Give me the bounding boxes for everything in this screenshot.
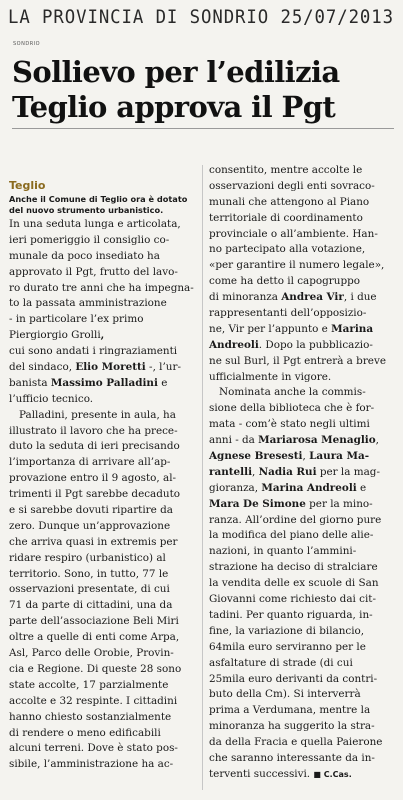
- text-run: cui sono andati i ringraziamenti: [9, 345, 178, 358]
- text-run: approvato il Pgt, frutto del lavo-: [9, 265, 178, 278]
- text-line: [209, 735, 393, 751]
- text-line: [209, 465, 393, 481]
- text-line: [9, 296, 193, 312]
- text-run: duto la seduta di ieri precisando: [9, 440, 180, 453]
- text-line: [209, 497, 393, 513]
- text-line: [209, 656, 393, 672]
- person-name: Agnese Bresesti: [209, 450, 303, 463]
- text-run: trimenti il Pgt sarebbe decaduto: [9, 488, 181, 501]
- text-line: [9, 662, 193, 678]
- annotation-text: LA PROVINCIA DI SONDRIO 25/07/2013: [8, 6, 394, 28]
- text-run: per la mino-: [305, 497, 373, 510]
- text-run: prima a Verdumana, mentre la: [209, 704, 371, 717]
- text-run: osservazioni presentate, di cui: [9, 583, 170, 596]
- text-line: [9, 392, 193, 408]
- text-line: [9, 646, 193, 662]
- text-line: [9, 535, 193, 551]
- text-run: sibile, l’amministrazione ha ac-: [9, 758, 174, 771]
- person-name: Nadia Rui: [258, 465, 317, 478]
- text-run: per la mag-: [316, 465, 380, 478]
- text-line: [209, 624, 393, 640]
- text-line: [209, 401, 393, 417]
- text-run: mata - com’è stato negli ultimi: [209, 418, 370, 431]
- column-separator: [202, 165, 203, 790]
- text-line: [209, 385, 393, 401]
- person-name: Mara De Simone: [209, 497, 306, 510]
- text-line: [9, 551, 193, 567]
- text-line: [9, 328, 193, 344]
- text-run: cia e Regione. Di queste 28 sono: [9, 662, 182, 675]
- person-name: Laura Ma-: [309, 450, 370, 463]
- text-run: ranza. All’ordine del giorno pure: [209, 513, 382, 526]
- text-line: [209, 195, 393, 211]
- right-body-text: [209, 163, 393, 783]
- text-run: anni - da: [209, 434, 259, 447]
- text-run: munali che attengono al Piano: [209, 195, 370, 208]
- text-line: [209, 672, 393, 688]
- text-run: illustrato il lavoro che ha prece-: [9, 424, 178, 437]
- text-run: che arriva quasi in extremis per: [9, 535, 178, 548]
- text-line: [209, 433, 393, 449]
- text-run: minoranza ha suggerito la stra-: [209, 720, 375, 733]
- text-run: l’ufficio tecnico.: [9, 392, 94, 405]
- text-run: ne sul Burl, il Pgt entrerà a breve: [209, 354, 386, 367]
- text-run: ridare respiro (urbanistico) al: [9, 551, 166, 564]
- text-line: [209, 528, 393, 544]
- text-line: [9, 408, 193, 424]
- text-line: [9, 678, 193, 694]
- person-name: Elio Moretti: [75, 361, 146, 374]
- text-run: -, l’ur-: [145, 361, 181, 374]
- text-line: [9, 519, 193, 535]
- text-line: [9, 424, 193, 440]
- text-line: [9, 265, 193, 281]
- text-line: [209, 163, 393, 179]
- text-line: [9, 710, 193, 726]
- article-column-right: [209, 163, 393, 783]
- text-run: . Dopo la pubblicazio-: [258, 338, 373, 351]
- text-run: tadini. Per quanto riguarda, in-: [209, 608, 373, 621]
- text-run: terventi successivi.: [209, 767, 314, 780]
- text-run: hanno chiesto sostanzialmente: [9, 710, 172, 723]
- text-line: [9, 471, 193, 487]
- text-run: buto della Cm). Si interverrà: [209, 688, 361, 701]
- text-run: Asl, Parco delle Orobie, Provin-: [9, 647, 174, 660]
- text-line: [209, 513, 393, 529]
- text-line: [9, 312, 193, 328]
- text-line: [9, 439, 193, 455]
- person-name: Massimo Palladini: [50, 376, 158, 389]
- text-line: [9, 360, 193, 376]
- text-run: che saranno interessante da in-: [209, 751, 375, 764]
- person-name: Andrea Vir: [281, 291, 344, 304]
- text-run: Palladini, presente in aula, ha: [19, 408, 176, 421]
- text-line: [209, 719, 393, 735]
- text-run: la vendita delle ex scuole di San: [209, 577, 379, 590]
- text-run: consentito, mentre accolte le: [209, 164, 363, 176]
- text-line: [209, 576, 393, 592]
- text-run: ,: [375, 434, 379, 447]
- text-run: nazioni, in quanto l’ammini-: [209, 545, 357, 558]
- subhead-line: Anche il Comune di Teglio ora è dotato: [9, 194, 188, 204]
- person-name: Andreoli: [209, 338, 259, 351]
- person-name: ,: [100, 329, 105, 342]
- text-run: ieri pomeriggio il consiglio co-: [9, 233, 170, 246]
- text-line: [9, 455, 193, 471]
- text-line: [9, 233, 193, 249]
- text-run: state accolte, 17 parzialmente: [9, 678, 169, 691]
- text-line: [9, 281, 193, 297]
- text-run: Nominata anche la commis-: [219, 386, 366, 399]
- text-line: [9, 487, 193, 503]
- text-run: munale da poco insediato ha: [9, 249, 160, 262]
- text-line: [209, 560, 393, 576]
- headline-rule: [12, 128, 394, 129]
- text-run: ,: [252, 465, 259, 478]
- person-name: Mariarosa Menaglio: [258, 434, 376, 447]
- text-line: [9, 217, 193, 233]
- text-run: asfaltature di strade (di cui: [209, 656, 353, 669]
- subhead-line: del nuovo strumento urbanistico.: [9, 204, 164, 215]
- left-body-text: [9, 217, 193, 773]
- author-signature: ■ C.Cas.: [313, 769, 352, 779]
- text-line: [209, 417, 393, 433]
- text-run: to la passata amministrazione: [9, 297, 167, 310]
- text-run: fine, la variazione di bilancio,: [209, 624, 365, 637]
- text-run: , i due: [343, 291, 377, 304]
- text-line: [9, 726, 193, 742]
- text-run: l’importanza di arrivare all’ap-: [9, 456, 171, 469]
- text-line: [9, 630, 193, 646]
- text-line: [9, 376, 193, 392]
- text-line: [9, 614, 193, 630]
- text-run: del sindaco,: [9, 361, 76, 374]
- text-run: 71 da parte di cittadini, una da: [9, 599, 173, 612]
- text-run: come ha detto il capogruppo: [209, 275, 361, 288]
- section-kicker: SONDRIO: [13, 41, 41, 47]
- text-run: oltre a quelle di enti come Arpa,: [9, 631, 180, 644]
- text-run: ,: [302, 450, 310, 463]
- text-run: ne, Vir per l’appunto e: [209, 322, 332, 335]
- headline-line-2: Teglio approva il Pgt: [12, 90, 336, 124]
- text-run: territorio. Sono, in tutto, 77 le: [9, 567, 169, 580]
- text-line: [209, 640, 393, 656]
- text-line: [209, 306, 393, 322]
- text-line: [209, 322, 393, 338]
- text-line: [9, 741, 193, 757]
- text-run: e si sarebbe dovuti ripartire da: [9, 504, 173, 517]
- text-line: [209, 211, 393, 227]
- text-run: e: [157, 376, 168, 389]
- text-line: [209, 242, 393, 258]
- text-line: [209, 544, 393, 560]
- text-run: no partecipato alla votazione,: [209, 243, 366, 256]
- text-run: - in particolare l’ex primo: [9, 313, 144, 326]
- text-line: [209, 449, 393, 465]
- text-line: [209, 274, 393, 290]
- text-run: gioranza,: [209, 481, 262, 494]
- text-line: [209, 354, 393, 370]
- text-line: [209, 370, 393, 386]
- text-line: [209, 751, 393, 767]
- text-line: [9, 757, 193, 773]
- text-run: banista: [9, 376, 51, 389]
- text-run: territoriale di coordinamento: [209, 211, 363, 224]
- text-run: 64mila euro serviranno per le: [209, 640, 366, 653]
- text-run: zero. Dunque un’approvazione: [9, 519, 171, 532]
- headline: [12, 55, 397, 125]
- text-run: strazione ha deciso di stralciare: [209, 561, 378, 574]
- text-line: [209, 290, 393, 306]
- text-run: osservazioni degli enti sovraco-: [209, 179, 375, 192]
- text-run: 25mila euro derivanti da contri-: [209, 672, 378, 685]
- text-line: [209, 258, 393, 274]
- text-run: Giovanni come richiesto dai cit-: [209, 593, 376, 606]
- text-run: accolte e 32 respinte. I cittadini: [9, 694, 178, 707]
- article-column-left: [9, 178, 193, 773]
- text-line: [9, 694, 193, 710]
- text-run: alcuni terreni. Dove è stato pos-: [9, 742, 178, 755]
- text-line: [209, 703, 393, 719]
- text-line: [209, 608, 393, 624]
- text-line: [209, 687, 393, 703]
- text-line: [209, 592, 393, 608]
- text-line: [209, 179, 393, 195]
- location-tag: Teglio: [9, 179, 46, 192]
- text-run: sione della biblioteca che è for-: [209, 402, 375, 415]
- text-run: provazione entro il 9 agosto, al-: [9, 472, 177, 485]
- text-run: da della Fracia e quella Paierone: [209, 736, 383, 749]
- text-line: [9, 503, 193, 519]
- headline-line-1: Sollievo per l’edilizia: [12, 55, 340, 89]
- person-name: rantelli: [209, 465, 253, 478]
- text-line: [9, 249, 193, 265]
- text-run: «per garantire il numero legale»,: [209, 259, 385, 272]
- text-run: parte dell’associazione Beli Miri: [9, 615, 179, 628]
- text-line: [9, 567, 193, 583]
- text-run: Piergiorgio Grolli: [9, 329, 101, 342]
- handwritten-source-note: [6, 2, 398, 30]
- text-run: provinciale o all’ambiente. Han-: [209, 227, 378, 240]
- text-line: [9, 598, 193, 614]
- text-run: e: [356, 481, 367, 494]
- text-line: [209, 767, 393, 783]
- text-run: la modifica del piano delle alie-: [209, 529, 374, 542]
- text-run: ro durato tre anni che ha impegna-: [9, 281, 194, 294]
- person-name: Marina Andreoli: [261, 481, 357, 494]
- text-line: [209, 481, 393, 497]
- person-name: Marina: [331, 322, 374, 335]
- text-run: In una seduta lunga e articolata,: [9, 218, 181, 230]
- text-line: [9, 582, 193, 598]
- text-line: [209, 338, 393, 354]
- article-subhead: [9, 194, 193, 215]
- text-line: [9, 344, 193, 360]
- text-line: [209, 227, 393, 243]
- text-run: di minoranza: [209, 291, 282, 304]
- text-run: rappresentanti dell’opposizio-: [209, 307, 367, 320]
- text-run: di rendere o meno edificabili: [9, 726, 161, 739]
- text-run: ufficialmente in vigore.: [209, 370, 332, 383]
